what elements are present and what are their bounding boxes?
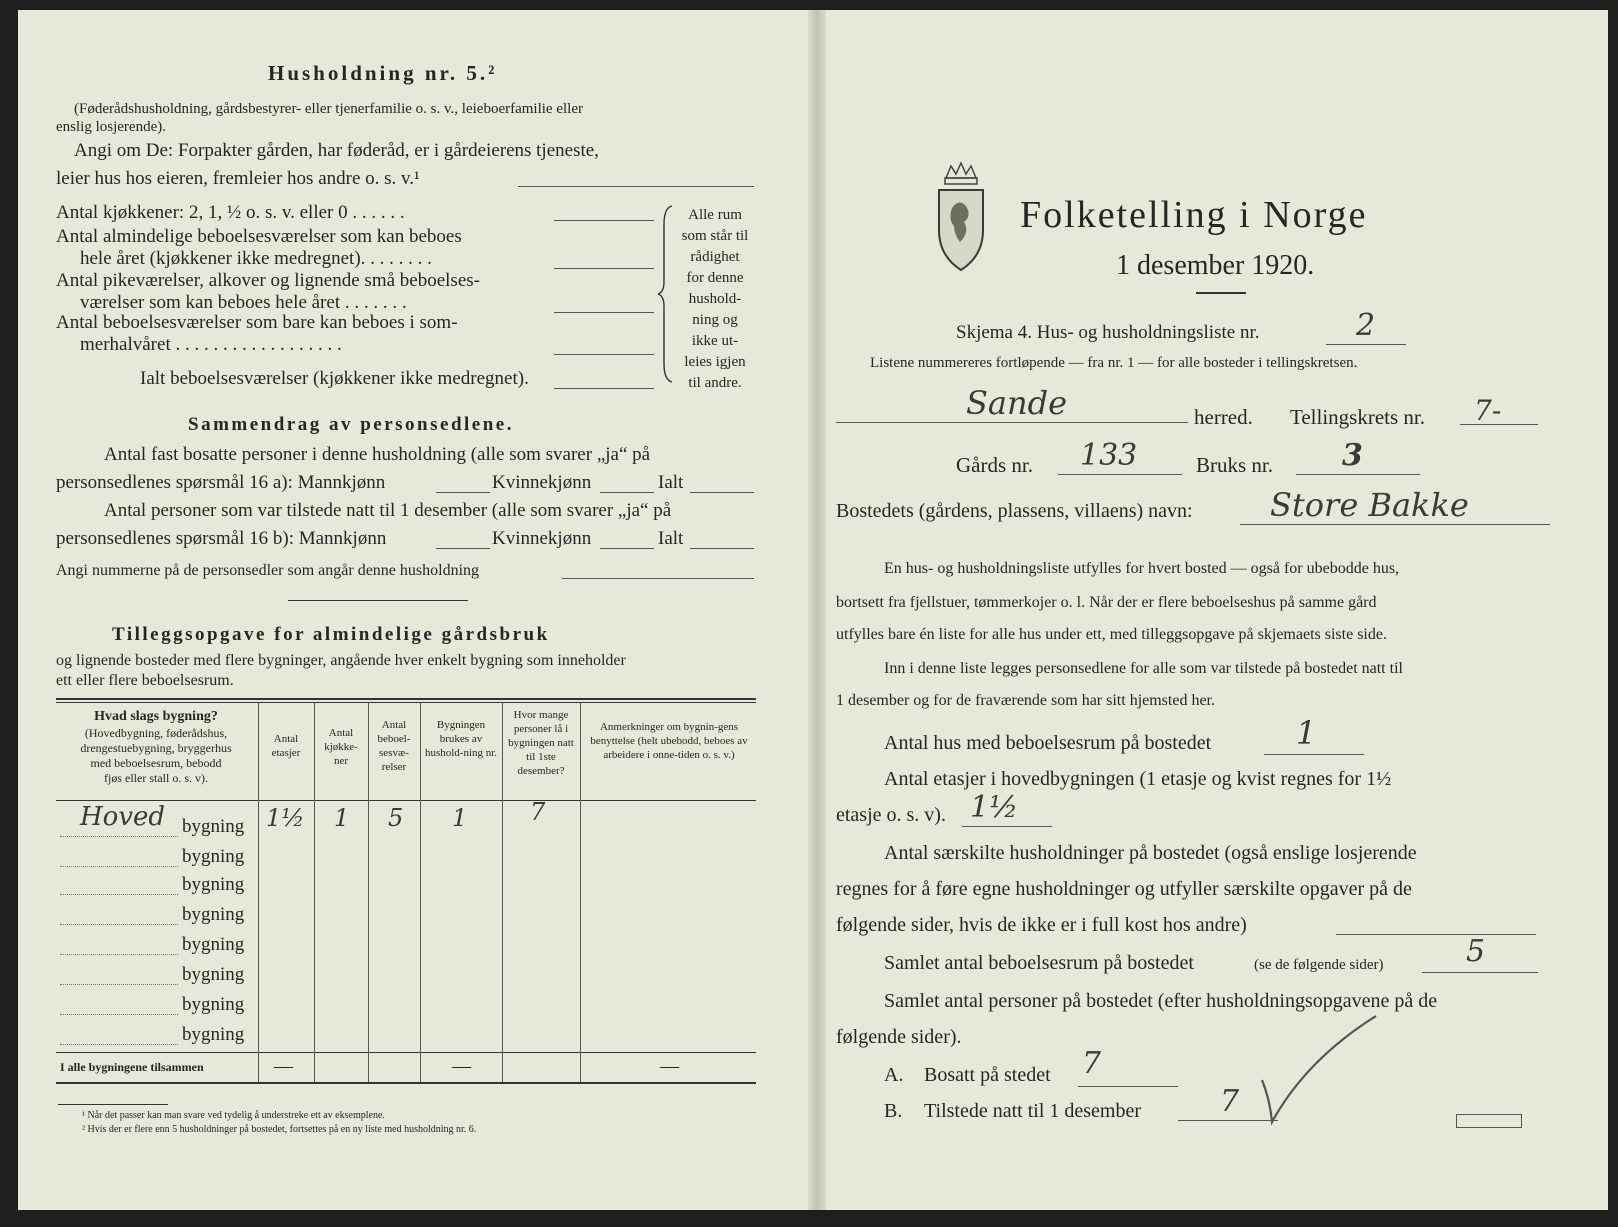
saerskilte-line-2: regnes for å føre egne husholdninger og utfyller særskilte opgaver på de: [836, 878, 1412, 900]
row-label-2: bygning: [182, 846, 245, 867]
bosatt-label: Bosatt på stedet: [924, 1064, 1051, 1086]
total-dash-3: —: [660, 1056, 679, 1077]
saerskilte-line-1: Antal særskilte husholdninger på bostedet (også enslige losjerende: [884, 842, 1417, 864]
kvinnekjonn-2: Kvinnekjønn: [492, 528, 592, 549]
bosatt-letter: A.: [884, 1064, 904, 1086]
samlet-pers-line-2: følgende sider).: [836, 1026, 962, 1048]
census-date: 1 desember 1920.: [1116, 250, 1315, 281]
household-intro-1: Angi om De: Forpakter gården, har føderåd, er i gårdeierens tjeneste,: [74, 140, 599, 161]
samlet-pers-line-1: Samlet antal personer på bostedet (efter husholdningsopgavene på de: [884, 990, 1438, 1012]
col-header-kjokkener: Antal kjøkke-ner: [324, 727, 358, 767]
col-header-beboelsesvaerelser: Antal beboel-sesvæ-relser: [377, 719, 411, 773]
info-line-3: utfylles bare én liste for alle hus under ett, med tilleggsopgave på skjemaets siste side.: [836, 626, 1387, 643]
hus-label: Antal hus med beboelsesrum på bostedet: [884, 732, 1212, 754]
household-intro-2: leier hus hos eieren, fremleier hos andre o. s. v.¹: [56, 168, 420, 189]
row1-type-hand: Hoved: [80, 802, 166, 832]
skjema-hand: 2: [1356, 308, 1376, 343]
brace-note: Alle rum som står til rådighet for denne hushold- ning og ikke ut- leies igjen til andre.: [681, 207, 749, 391]
extra-line-1: og lignende bosteder med flere bygninger, angående hver enkelt bygning som inneholder: [56, 652, 626, 669]
coat-of-arms-icon: [934, 160, 988, 272]
kvinnekjonn-1: Kvinnekjønn: [492, 472, 592, 493]
col-header-etasjer: Antal etasjer: [271, 733, 301, 759]
summary-line-2: personsedlenes spørsmål 16 a): Mannkjønn: [56, 472, 386, 493]
buildings-table: [56, 698, 756, 1084]
info-line-5: 1 desember og for de fraværende som har sitt hjemsted her.: [836, 692, 1215, 709]
census-sheet: [18, 10, 1608, 1210]
etasjer-hand: 1½: [970, 790, 1019, 825]
household-title: Husholdning nr. 5.²: [268, 61, 498, 85]
skjema-label: Skjema 4. Hus- og husholdningsliste nr.: [956, 322, 1260, 343]
row-label-5: bygning: [182, 934, 245, 955]
etasjer-line-1: Antal etasjer i hovedbygningen (1 etasje og kvist regnes for 1½: [884, 768, 1392, 790]
bosatt-hand: 7: [1082, 1046, 1102, 1081]
row-label-1: bygning: [182, 816, 245, 837]
nummerne-line: Angi nummerne på de personsedler som angår denne husholdning: [56, 562, 480, 579]
ialt-2: Ialt: [658, 528, 684, 549]
gards-label: Gårds nr.: [956, 453, 1033, 477]
tellingskrets-label: Tellingskrets nr.: [1290, 405, 1426, 429]
printer-stamp: [1456, 1114, 1522, 1128]
herred-label: herred.: [1194, 405, 1253, 429]
rooms-line-5: værelser som kan beboes hele året . . . . . . .: [80, 292, 407, 313]
left-page: [18, 10, 808, 1210]
footnote-1: ¹ Når det passer kan man svare ved tydelig å understreke ett av eksemplene.: [82, 1110, 385, 1121]
extra-title: Tilleggsopgave for almindelige gårdsbruk: [112, 624, 550, 645]
row1-etasjer-hand: 1½: [266, 804, 305, 832]
rooms-line-4: Antal pikeværelser, alkover og lignende små beboelses-: [56, 270, 480, 291]
rooms-line-1: Antal kjøkkener: 2, 1, ½ o. s. v. eller 0 . . . . . .: [56, 202, 405, 223]
row1-personer-hand: 7: [530, 798, 546, 826]
page-fold: [808, 10, 826, 1210]
herred-hand: Sande: [966, 384, 1068, 422]
saerskilte-line-3: følgende sider, hvis de ikke er i full kost hos andre): [836, 914, 1247, 936]
row-label-7: bygning: [182, 994, 245, 1015]
info-line-4: Inn i denne liste legges personsedlene for alle som var tilstede på bostedet natt til: [884, 660, 1403, 677]
listene-note: Listene nummereres fortløpende — fra nr. 1 — for alle bosteder i tellingskretsen.: [870, 355, 1358, 371]
rooms-line-7: merhalvåret . . . . . . . . . . . . . . . . . .: [80, 334, 342, 355]
tilstede-hand: 7: [1220, 1084, 1240, 1119]
rooms-line-2: Antal almindelige beboelsesværelser som kan beboes: [56, 226, 462, 247]
etasjer-line-2: etasje o. s. v).: [836, 804, 946, 826]
col-header-type: Hvad slags bygning? (Hovedbygning, føderådshus, drengestuebygning, bryggerhus med beboelsesrum, bebodd fjøs eller stall o. s. v).: [80, 709, 232, 785]
household-subtitle-1: (Føderådshusholdning, gårdsbestyrer- eller tjenerfamilie o. s. v., leieboerfamilie eller: [74, 101, 583, 117]
samlet-rum-label: Samlet antal beboelsesrum på bostedet: [884, 952, 1194, 974]
total-dash-1: —: [274, 1056, 293, 1077]
col-header-anmerkninger: Anmerkninger om bygnin-gens benyttelse (helt ubebodd, beboes av arbeidere i onne-tiden o. s. v.): [590, 721, 748, 761]
rooms-line-3: hele året (kjøkkener ikke medregnet). . . . . . . .: [80, 248, 432, 269]
bruks-hand: 3: [1342, 438, 1363, 473]
rooms-total: Ialt beboelsesværelser (kjøkkener ikke medregnet).: [140, 368, 529, 389]
right-page: [826, 10, 1608, 1210]
row-label-6: bygning: [182, 964, 245, 985]
samlet-rum-hand: 5: [1466, 934, 1486, 969]
hus-hand: 1: [1296, 714, 1317, 752]
household-subtitle-2: enslig losjerende).: [56, 119, 166, 135]
info-line-1: En hus- og husholdningsliste utfylles for hvert bosted — også for ubebodde hus,: [884, 560, 1400, 577]
bruks-label: Bruks nr.: [1196, 453, 1274, 477]
col-header-personer: Hvor mange personer lå i bygningen natt til 1ste desember?: [508, 709, 574, 777]
bostedet-hand: Store Bakke: [1270, 486, 1469, 524]
footnote-2: ² Hvis der er flere enn 5 husholdninger på bostedet, fortsettes på en ny liste med husholdning nr. 6.: [82, 1124, 477, 1135]
tilstede-label: Tilstede natt til 1 desember: [924, 1100, 1142, 1122]
summary-line-1: Antal fast bosatte personer i denne husholdning (alle som svarer „ja“ på: [104, 444, 651, 465]
summary-title: Sammendrag av personsedlene.: [188, 414, 514, 435]
extra-line-2: ett eller flere beboelsesrum.: [56, 672, 234, 689]
row1-vaerelser-hand: 5: [388, 804, 404, 832]
summary-line-3: Antal personer som var tilstede natt til 1 desember (alle som svarer „ja“ på: [104, 500, 672, 521]
samlet-rum-note: (se de følgende sider): [1254, 957, 1384, 973]
row-label-4: bygning: [182, 904, 245, 925]
tellingskrets-hand: 7-: [1474, 394, 1502, 427]
row-label-3: bygning: [182, 874, 245, 895]
total-dash-2: —: [452, 1056, 471, 1077]
total-label: I alle bygningene tilsammen: [60, 1060, 204, 1074]
gards-hand: 133: [1080, 438, 1138, 473]
row1-husholdning-hand: 1: [452, 804, 468, 832]
col-header-husholdning: Bygningen brukes av hushold-ning nr.: [424, 719, 498, 759]
summary-line-4: personsedlenes spørsmål 16 b): Mannkjønn: [56, 528, 387, 549]
main-title: Folketelling i Norge: [1020, 194, 1368, 236]
tilstede-letter: B.: [884, 1100, 903, 1122]
tick-mark-icon: [1256, 1010, 1386, 1130]
bostedet-label: Bostedets (gårdens, plassens, villaens) navn:: [836, 500, 1193, 522]
row-label-8: bygning: [182, 1024, 245, 1045]
rooms-line-6: Antal beboelsesværelser som bare kan beboes i som-: [56, 312, 458, 333]
row1-kjokkener-hand: 1: [334, 804, 350, 832]
ialt-1: Ialt: [658, 472, 684, 493]
info-line-2: bortsett fra fjellstuer, tømmerkojer o. l. Når der er flere beboelseshus på samme gård: [836, 594, 1377, 611]
